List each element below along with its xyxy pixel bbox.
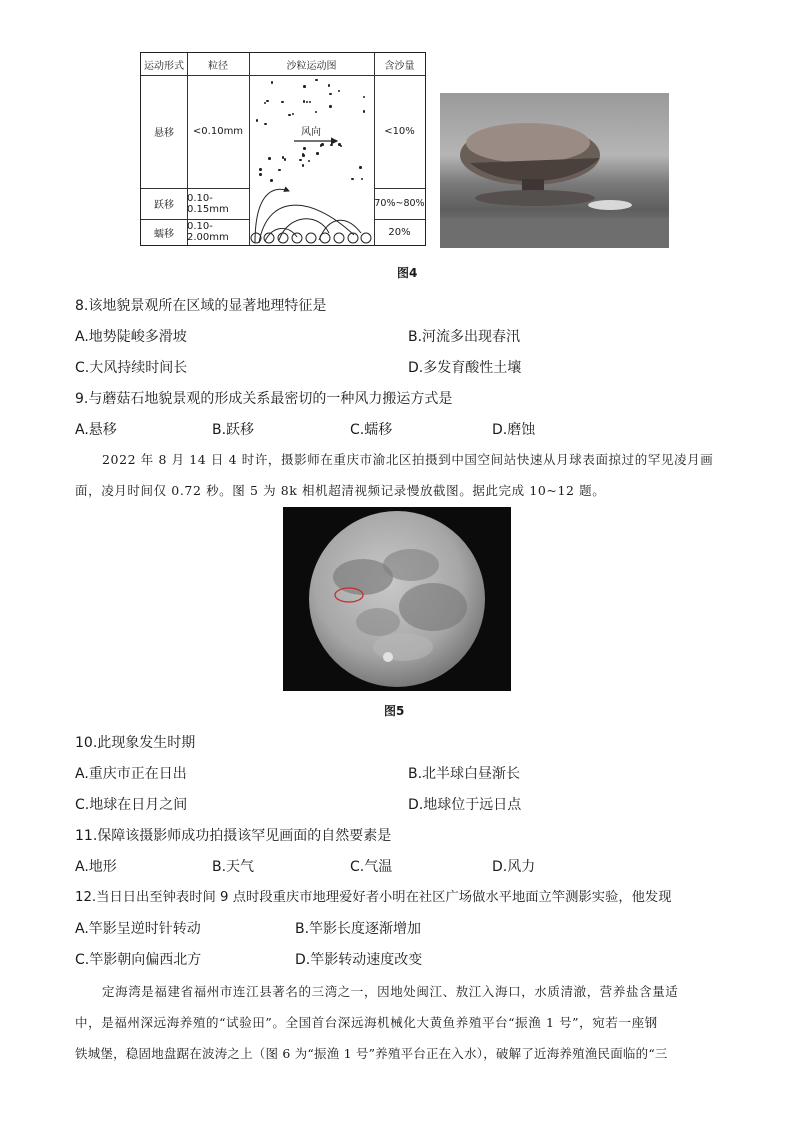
q10-option-c: C.地球在日月之间	[75, 797, 188, 813]
header-size: 粒径	[208, 60, 228, 72]
passage1-line2: 面，凌月时间仅 0.72 秒。图 5 为 8k 相机超清视频记录慢放截图。据此完成 10~12 题。	[75, 483, 606, 498]
q9-option-b: B.跃移	[212, 422, 255, 438]
header-content: 含沙量	[384, 60, 415, 72]
q12-option-c: C.竿影朝向偏西北方	[75, 952, 202, 968]
q11-option-a: A.地形	[75, 859, 117, 875]
q10-option-a: A.重庆市正在日出	[75, 766, 187, 782]
q9-option-c: C.蠕移	[350, 422, 393, 438]
q8-option-b: B.河流多出现春汛	[408, 329, 521, 345]
q11-option-c: C.气温	[350, 859, 393, 875]
passage2-line3: 铁城堡，稳固地盘踞在波涛之上（图 6 为“振渔 1 号”养殖平台正在入水），破解了近海养殖渔民面临的“三	[75, 1046, 668, 1061]
row-content: 20%	[388, 226, 411, 238]
row-size: <0.10mm	[192, 126, 244, 137]
question-8-stem: 8.该地貌景观所在区域的显著地理特征是	[75, 298, 327, 314]
row-form: 蠕移	[154, 228, 174, 240]
moon-photo	[283, 507, 511, 691]
sand-motion-diagram	[249, 75, 374, 245]
figure5-caption: 图5	[384, 704, 405, 718]
header-form: 运动形式	[144, 60, 184, 72]
row-content: 70%~80%	[374, 198, 425, 209]
q9-option-a: A.悬移	[75, 422, 117, 438]
passage2-line2: 中，是福州深远海养殖的“试验田”。全国首台深远海机械化大黄鱼养殖平台“振渔 1 号”，宛若一座钢	[75, 1015, 658, 1030]
mushroom-rock-image	[440, 93, 669, 248]
q10-option-d: D.地球位于远日点	[408, 797, 522, 813]
q8-option-c: C.大风持续时间长	[75, 360, 188, 376]
q12-option-d: D.竿影转动速度改变	[295, 952, 423, 968]
q10-option-b: B.北半球白昼渐长	[408, 766, 521, 782]
q12-option-b: B.竿影长度逐渐增加	[295, 921, 422, 937]
question-10-stem: 10.此现象发生时期	[75, 735, 196, 751]
row-size: 0.10-0.15mm	[187, 192, 229, 215]
q8-option-a: A.地势陡峻多滑坡	[75, 329, 187, 345]
row-form: 悬移	[154, 128, 174, 139]
moon-image	[283, 507, 511, 691]
passage2-line1: 定海湾是福建省福州市连江县著名的三湾之一，因地处闽江、敖江入海口，水质清澈，营养盐含量适	[102, 984, 679, 999]
row-size: 0.10-2.00mm	[187, 221, 229, 243]
question-11-stem: 11.保障该摄影师成功拍摄该罕见画面的自然要素是	[75, 828, 392, 844]
mushroom-rock-photo	[440, 93, 669, 248]
question-9-stem: 9.与蘑菇石地貌景观的形成关系最密切的一种风力搬运方式是	[75, 391, 453, 407]
sand-movement-table	[140, 52, 426, 246]
question-12-stem: 12.当日日出至钟表时间 9 点时段重庆市地理爱好者小明在社区广场做水平地面立竿测影实验，他发现	[75, 890, 672, 905]
q9-option-d: D.磨蚀	[492, 422, 536, 438]
q11-option-d: D.风力	[492, 859, 536, 875]
row-form: 跃移	[154, 200, 174, 211]
q11-option-b: B.天气	[212, 859, 255, 875]
q8-option-d: D.多发育酸性土壤	[408, 360, 522, 376]
header-diagram: 沙粒运动图	[286, 60, 337, 72]
wind-direction-label: 风向	[301, 126, 321, 138]
row-content: <10%	[384, 126, 415, 137]
passage1-line1: 2022 年 8 月 14 日 4 时许，摄影师在重庆市渝北区拍摄到中国空间站快速从月球表面掠过的罕见凌月画	[102, 452, 714, 467]
q12-option-a: A.竿影呈逆时针转动	[75, 921, 201, 937]
figure4-caption: 图4	[397, 266, 418, 280]
